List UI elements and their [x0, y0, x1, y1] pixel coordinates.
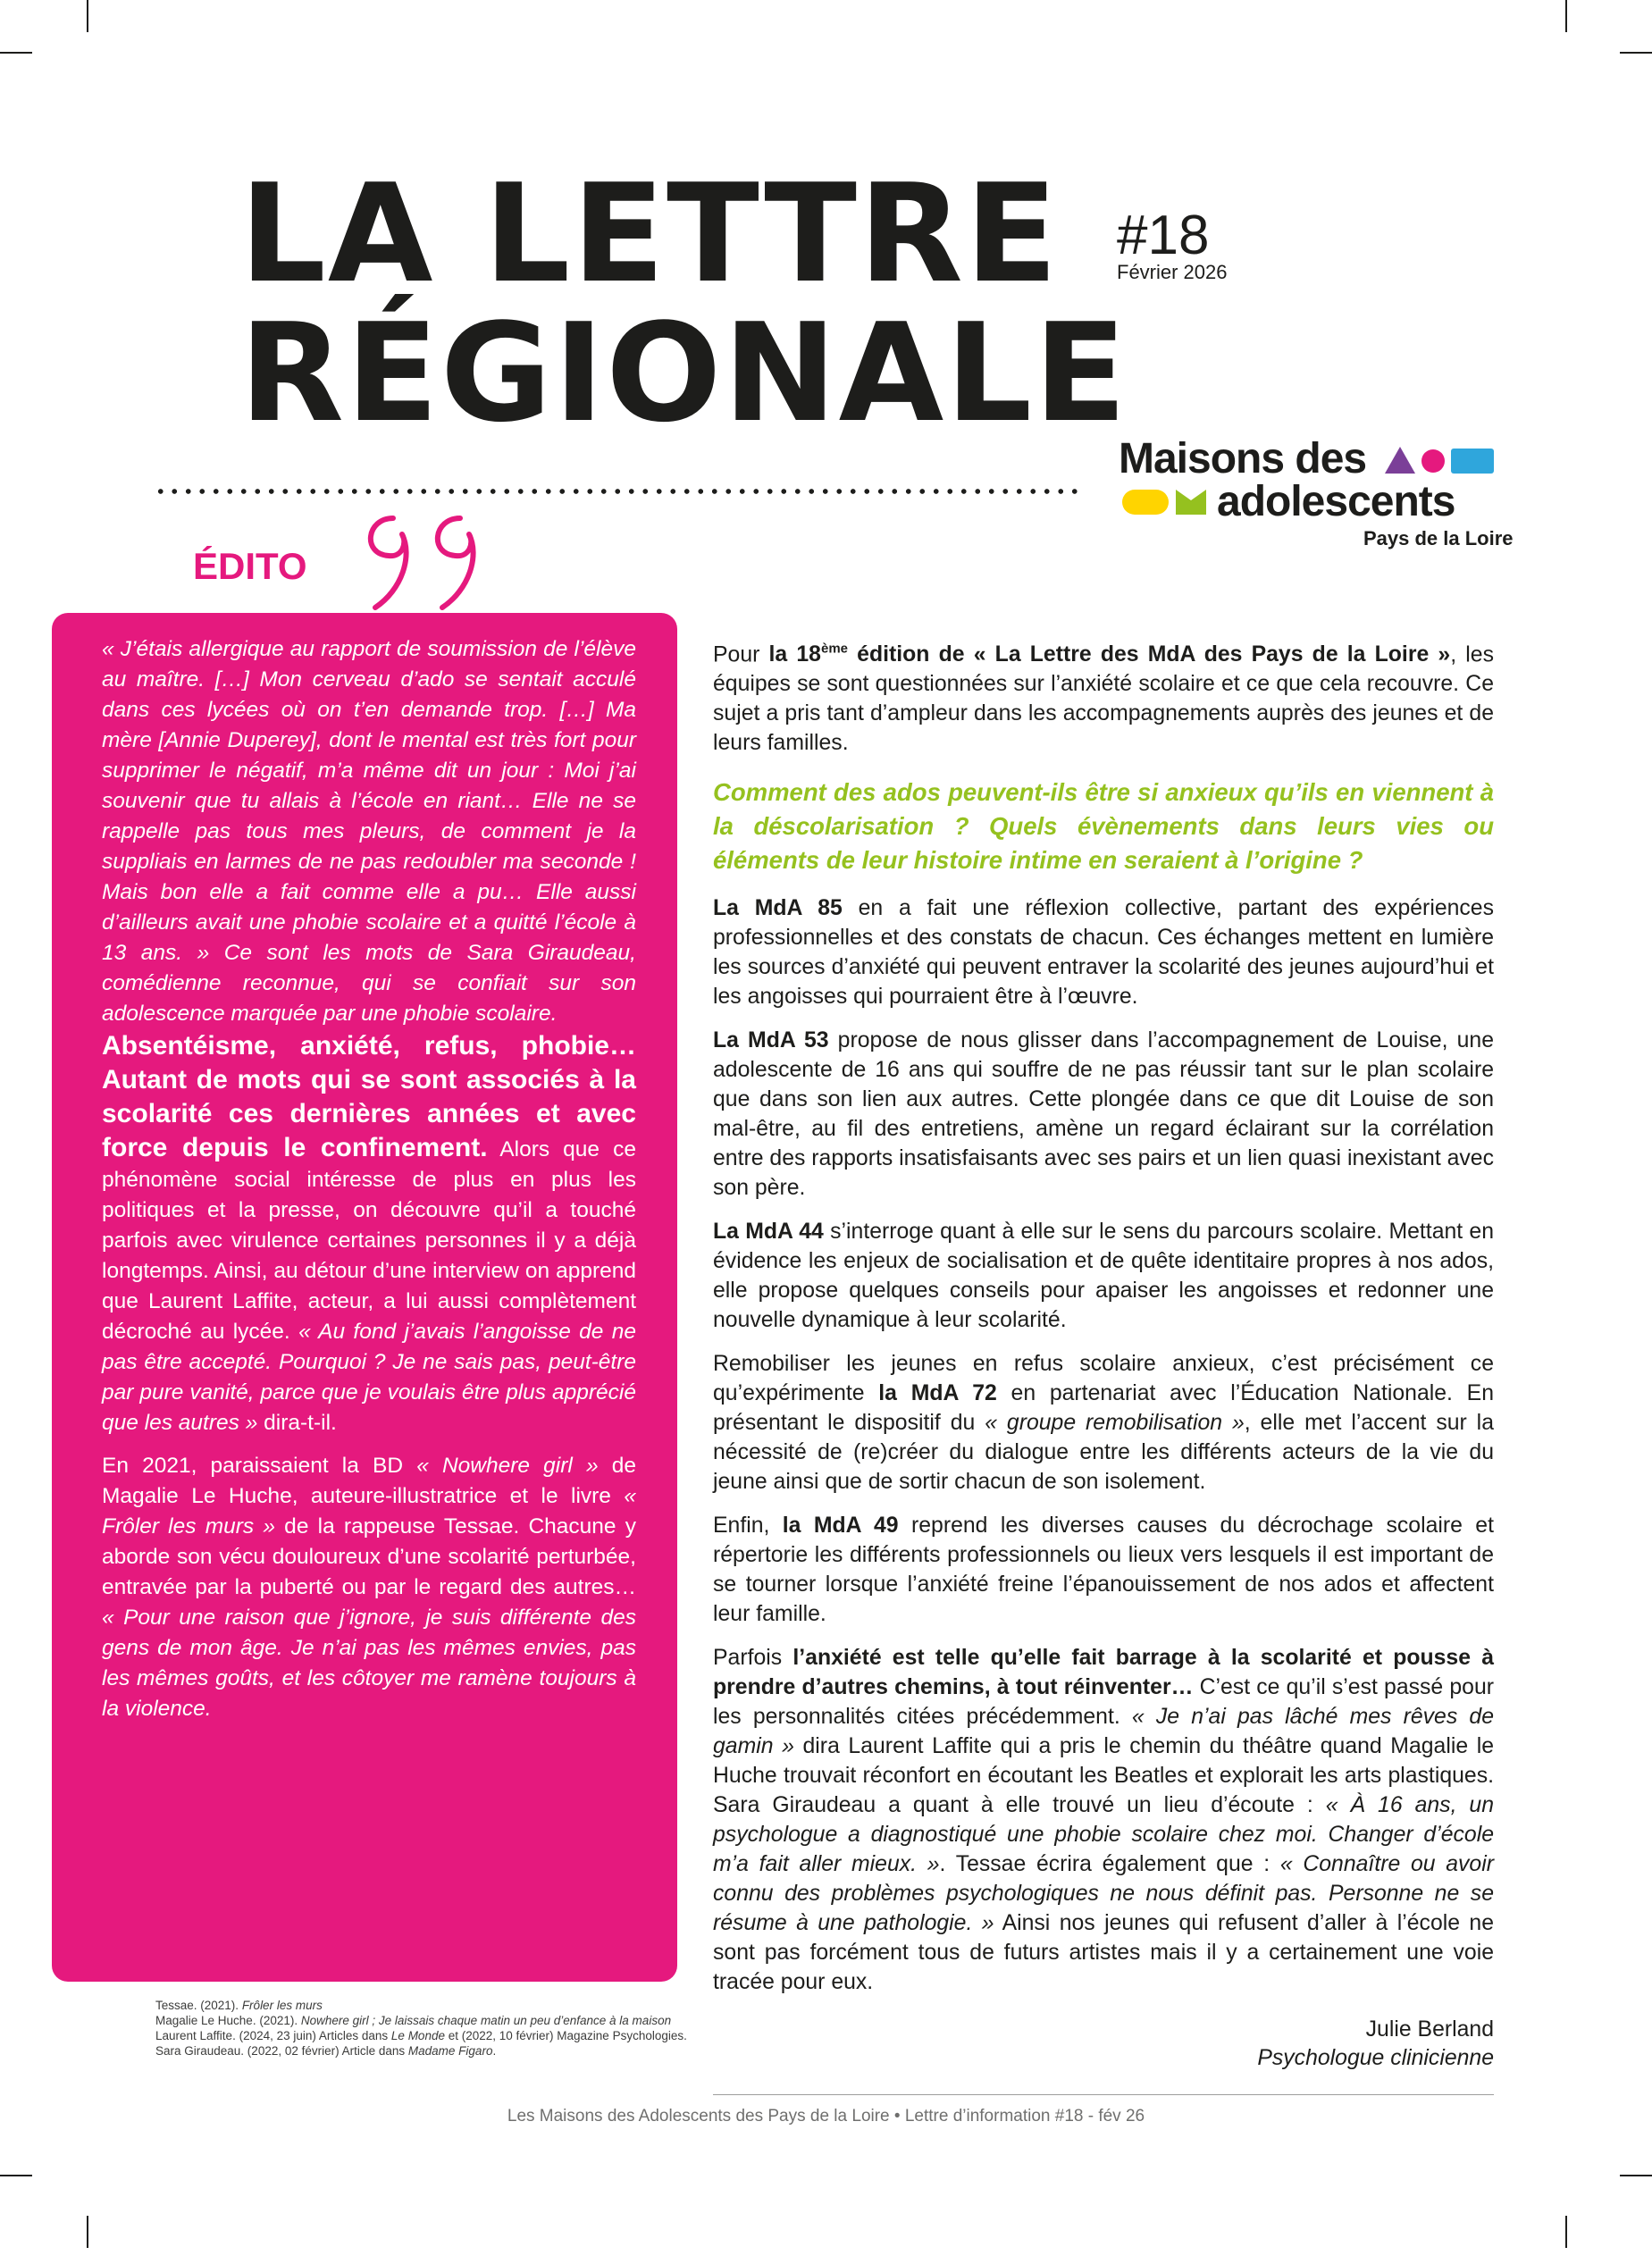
logo-triangle-icon — [1385, 447, 1415, 474]
crop-mark — [1565, 0, 1567, 32]
article-conclusion: Parfois l’anxiété est telle qu’elle fait barrage à la scolarité et pousse à prendre d’autres chemins, à tout réinventer… C’est ce qu’il s’est passé pour les personnalités citées précédemment. « Je n’ai pas lâché mes rêves de gamin » dira Laurent Laffite qui a pris le chemin du théâtre quand Magalie le Huche trouvait réconfort en écoutant les Beatles et explorait les arts plastiques. Sara Giraudeau a quant à elle trouvé un lieu d’écoute : « À 16 ans, un psychologue a diagnostiqué une phobie scolaire chez moi. Changer d’école m’a fait aller mieux. ». Tessae écrira également que : « Connaître ou avoir connu des problèmes psychologiques ne nous définit pas. Personne ne se résume à une pathologie. » Ainsi nos jeunes qui refusent d’aller à l’école ne sont pas forcément tous de futurs artistes mais il y a certainement une voie tracée pour eux. — [713, 1646, 1495, 1995]
crop-mark — [87, 0, 88, 32]
logo-pill-icon — [1122, 490, 1169, 515]
crop-mark — [1565, 2216, 1567, 2248]
signature — [1161, 2016, 1494, 2073]
logo-line1: Maisons des — [1119, 435, 1367, 482]
footnotes — [155, 1998, 692, 2059]
crop-mark — [1620, 2175, 1652, 2176]
page-footer: Les Maisons des Adolescents des Pays de la Loire • Lettre d’information #18 - fév 26 — [507, 2107, 1145, 2126]
signature-role: Psychologue clinicienne — [1257, 2046, 1494, 2070]
edito-text — [102, 634, 636, 1737]
edito-quote-intro: « J’étais allergique au rapport de soumission de l’élève au maître. […] Mon cerveau d’ado se sentait acculé dans ces lycées où on t’en demande trop. […] Ma mère [Annie Duperey], dont le mental est très fort pour supprimer le négatif, m’a même dit un jour : Moi j’ai souvenir que tu allais à l’école en riant… Elle ne se rappelle pas tous mes pleurs, de comment je la suppliais en larmes de ne pas redoubler ma seconde ! Mais bon elle a fait comme elle a pu… Elle aussi d’ailleurs avait une phobie scolaire et a quitté l’école à 13 ans. » Ce sont les mots de Sara Giraudeau, comédienne reconnue, qui se confiait sur son adolescence marquée par une phobie scolaire. — [102, 637, 636, 1026]
page-title-line1: LA LETTRE — [239, 155, 1060, 313]
signature-name: Julie Berland — [1365, 2017, 1494, 2042]
logo-circle-icon — [1421, 449, 1446, 474]
article-mda-44: La MdA 44 s’interroge quant à elle sur le sens du parcours scolaire. Mettant en évidence les enjeux de socialisation et de quête identitaire propres à nos ados, elle propose quelques conseils pour apaiser les angoisses et redonner une nouvelle dynamique à leur scolarité. — [713, 1220, 1495, 1333]
footnote: Sara Giraudeau. (2022, 02 février) Article dans Madame Figaro. — [155, 2044, 497, 2058]
logo-square-icon — [1451, 449, 1494, 474]
issue-date: Février 2026 — [1117, 261, 1228, 283]
issue-number: #18 — [1117, 205, 1210, 266]
article-mda-49: Enfin, la MdA 49 reprend les diverses causes du décrochage scolaire et répertorie les différents professionnels ou lieux vers lesquels il est important de se tourner lorsque l’anxiété freine l’épanouissement de nos ados et affectent leur famille. — [713, 1514, 1494, 1627]
crop-mark — [0, 2175, 32, 2176]
logo-crown-icon — [1176, 490, 1206, 515]
footer-divider — [713, 2094, 1494, 2095]
footnote: Laurent Laffite. (2024, 23 juin) Articles dans Le Monde et (2022, 10 février) Magazine Psychologies. — [155, 2029, 687, 2042]
crop-mark — [87, 2216, 88, 2248]
page-title-line2: RÉGIONALE — [239, 294, 1128, 452]
crop-mark — [1620, 52, 1652, 54]
article-intro: Pour la 18ème édition de « La Lettre des MdA des Pays de la Loire », les équipes se sont questionnées sur l’anxiété scolaire et ce que cela recouvre. Ce sujet a pris tant d’ampleur dans les accompagnements auprès des jeunes et de leurs familles. — [713, 641, 1494, 756]
article-mda-53: La MdA 53 propose de nous glisser dans l’accompagnement de Louise, une adolescente de 16 ans qui souffre de ne pas réussir tant sur le plan scolaire que dans son lien aux autres. Cette plongée dans ce que dit Louise de son mal-être, au fil des entretiens, amène un regard éclairant sur la corrélation entre des rapports insatisfaisants avec ses pairs et un lien quasi inexistant avec son père. — [713, 1028, 1494, 1201]
dotted-divider — [154, 488, 1083, 495]
article-body — [713, 634, 1494, 2011]
crop-mark — [0, 52, 32, 54]
quote-mark-icon — [357, 500, 509, 616]
footnote: Magalie Le Huche. (2021). Nowhere girl ; Je laissais chaque matin un peu d’enfance à la maison — [155, 2014, 672, 2027]
logo-line2: adolescents — [1217, 478, 1455, 525]
edito-heading: ÉDITO — [193, 545, 307, 587]
edito-paragraph-2: Absentéisme, anxiété, refus, phobie… Autant de mots qui se sont associés à la scolarité ces dernières années et avec force depuis le confinement. Alors que ce phénomène social intéresse de plus en plus les politiques et la presse, on découvre qu’il a touché parfois avec virulence certaines personnes il y a déjà longtemps. Ainsi, au détour d’une interview on apprend que Laurent Laffite, acteur, a lui aussi complètement décroché au lycée. « Au fond j’avais l’angoisse de ne pas être accepté. Pourquoi ? Je ne sais pas, peut-être par pure vanité, parce que je voulais être plus apprécié que les autres » dira-t-il. — [102, 1031, 637, 1435]
logo-subtitle: Pays de la Loire — [1363, 527, 1514, 549]
edito-paragraph-3: En 2021, paraissaient la BD « Nowhere girl » de Magalie Le Huche, auteure-illustratrice et le livre « Frôler les murs » de la rappeuse Tessae. Chacune y aborde son vécu douloureux d’une scolarité perturbée, entravée par la puberté ou par le regard des autres… « Pour une raison que j’ignore, je suis différente des gens de mon âge. Je n’ai pas les mêmes envies, pas les mêmes goûts, et les côtoyer me ramène toujours à la violence. — [102, 1454, 637, 1721]
article-question: Comment des ados peuvent-ils être si anxieux qu’ils en viennent à la déscolarisation ? Quels évènements dans leurs vies ou éléments de leur histoire intime en seraient à l’origine ? — [713, 778, 1494, 875]
article-mda-72: Remobiliser les jeunes en refus scolaire anxieux, c’est précisément ce qu’expérimente la MdA 72 en partenariat avec l’Éducation Nationale. En présentant le dispositif du « groupe remobilisation », elle met l’accent sur la nécessité de (re)créer du dialogue entre les différents acteurs de la vie du jeune ainsi que de sortir chacun de son isolement. — [713, 1352, 1494, 1495]
article-mda-85: La MdA 85 en a fait une réflexion collective, partant des expériences professionnelles et des constats de chacun. Ces échanges mettent en lumière les sources d’anxiété qui peuvent entraver la scolarité des jeunes aujourd’hui et les angoisses qui pourraient être à l’œuvre. — [713, 896, 1494, 1010]
footnote: Tessae. (2021). Frôler les murs — [155, 1999, 323, 2012]
